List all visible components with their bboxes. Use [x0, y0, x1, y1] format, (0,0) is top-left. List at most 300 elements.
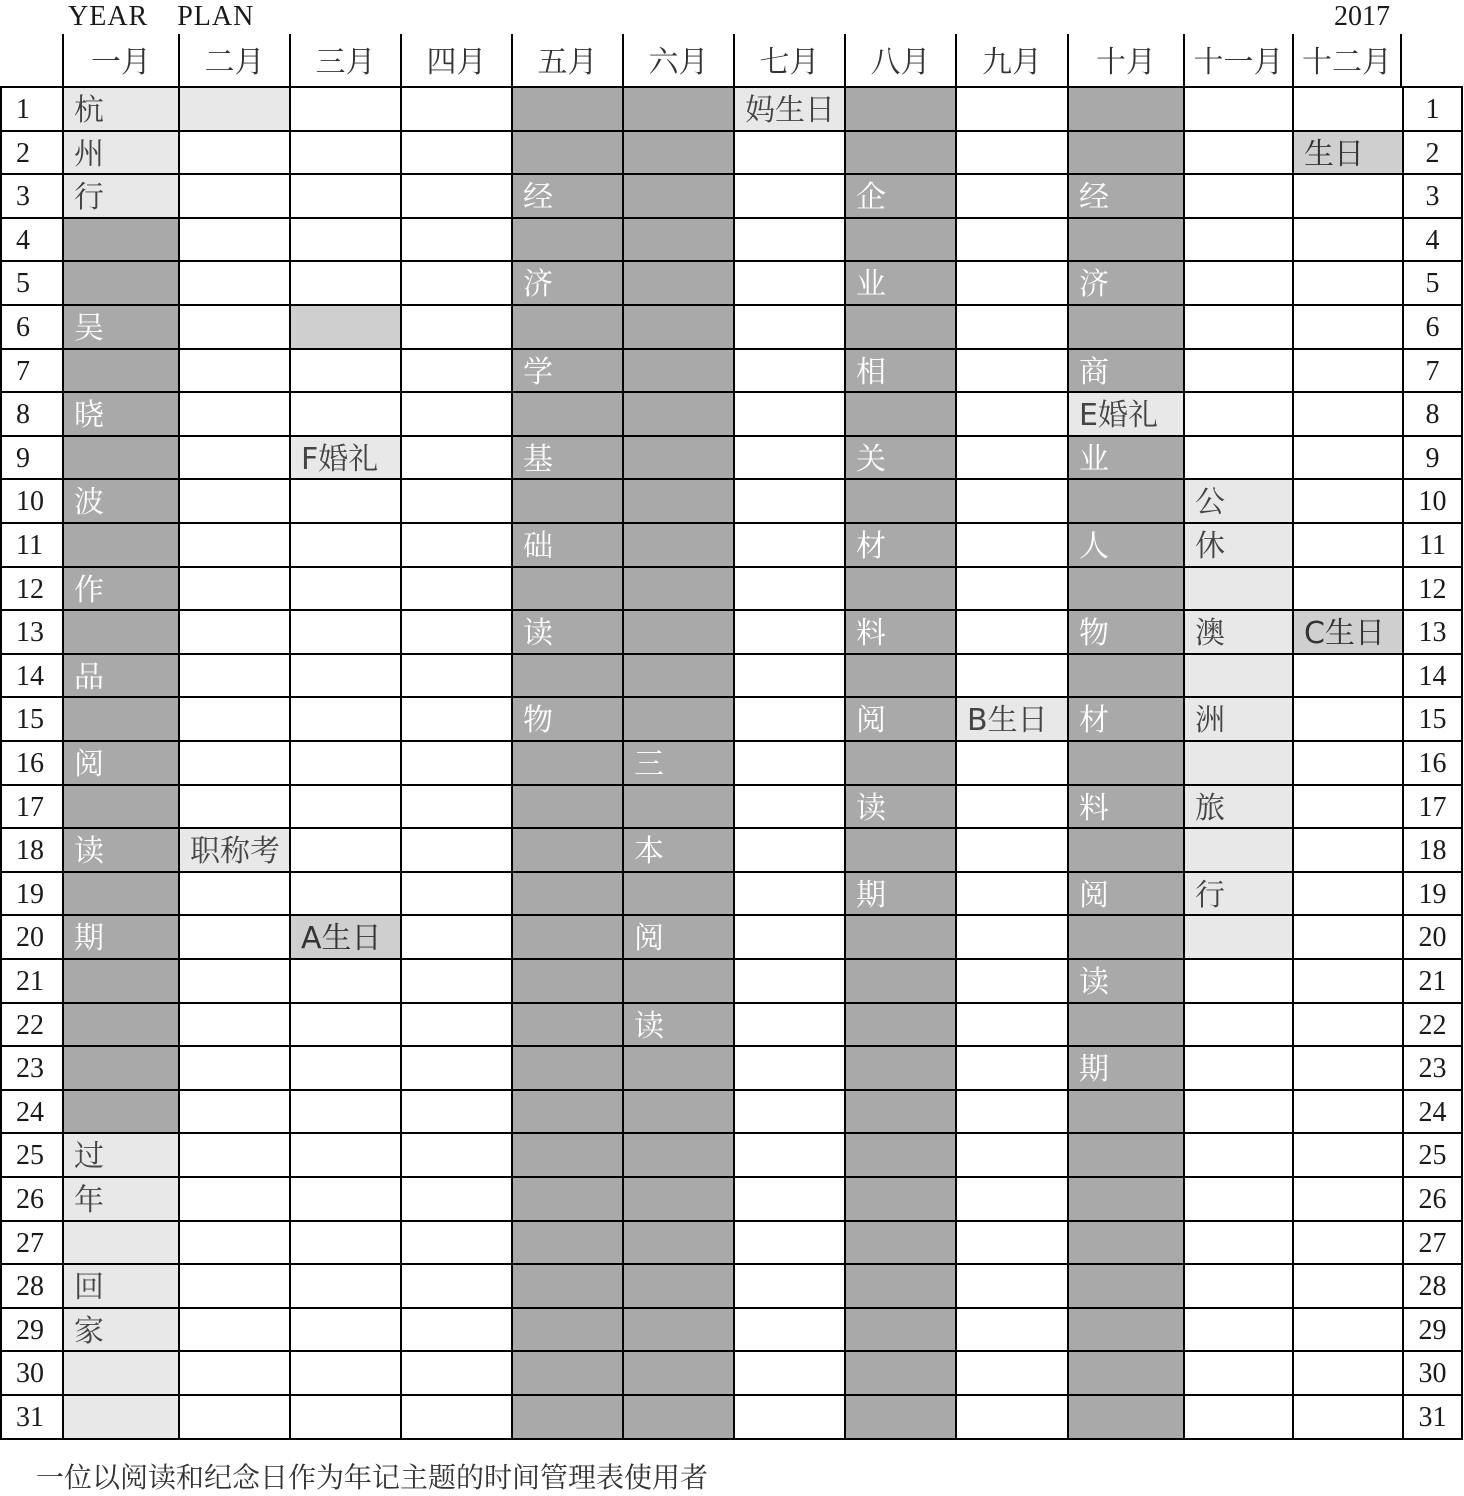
day-cell[interactable]	[955, 1002, 1067, 1045]
day-cell[interactable]	[622, 173, 733, 217]
day-cell[interactable]	[733, 173, 844, 217]
day-cell[interactable]	[955, 827, 1067, 871]
day-cell[interactable]	[511, 653, 622, 696]
day-cell[interactable]: 职称考	[178, 827, 289, 871]
day-cell[interactable]	[511, 391, 622, 435]
day-cell[interactable]	[1292, 827, 1402, 871]
day-cell[interactable]	[955, 260, 1067, 304]
day-cell[interactable]	[1292, 958, 1402, 1002]
day-cell[interactable]: 作	[62, 566, 178, 609]
day-cell[interactable]	[178, 86, 289, 130]
day-cell[interactable]	[844, 1132, 955, 1176]
day-cell[interactable]: 阅	[622, 914, 733, 958]
day-cell[interactable]	[289, 1394, 400, 1438]
day-cell[interactable]: 相	[844, 348, 955, 391]
day-cell[interactable]	[400, 260, 511, 304]
day-cell[interactable]	[1292, 1263, 1402, 1307]
day-cell[interactable]	[178, 260, 289, 304]
day-cell[interactable]	[289, 1263, 400, 1307]
day-cell[interactable]: 阅	[844, 696, 955, 740]
day-cell[interactable]	[400, 304, 511, 348]
day-cell[interactable]	[622, 1307, 733, 1350]
day-cell[interactable]: 杭	[62, 86, 178, 130]
day-cell[interactable]	[622, 86, 733, 130]
day-cell[interactable]	[622, 958, 733, 1002]
day-cell[interactable]: A生日	[289, 914, 400, 958]
day-cell[interactable]	[733, 260, 844, 304]
day-cell[interactable]	[622, 348, 733, 391]
day-cell[interactable]: 关	[844, 435, 955, 478]
day-cell[interactable]	[511, 1132, 622, 1176]
day-cell[interactable]	[178, 566, 289, 609]
day-cell[interactable]	[1292, 1220, 1402, 1263]
day-cell[interactable]: E婚礼	[1067, 391, 1183, 435]
day-cell[interactable]	[511, 1263, 622, 1307]
day-cell[interactable]	[622, 609, 733, 653]
day-cell[interactable]	[511, 217, 622, 260]
day-cell[interactable]: 期	[62, 914, 178, 958]
day-cell[interactable]	[844, 1263, 955, 1307]
day-cell[interactable]	[1183, 1002, 1292, 1045]
day-cell[interactable]	[955, 1394, 1067, 1438]
day-cell[interactable]: 商	[1067, 348, 1183, 391]
day-cell[interactable]	[622, 435, 733, 478]
day-cell[interactable]	[400, 522, 511, 566]
day-cell[interactable]	[62, 1089, 178, 1132]
day-cell[interactable]	[400, 1263, 511, 1307]
day-cell[interactable]	[955, 1263, 1067, 1307]
day-cell[interactable]	[733, 1002, 844, 1045]
day-cell[interactable]	[733, 1220, 844, 1263]
day-cell[interactable]	[844, 1220, 955, 1263]
day-cell[interactable]	[400, 740, 511, 784]
day-cell[interactable]	[289, 1089, 400, 1132]
day-cell[interactable]: 公	[1183, 478, 1292, 522]
day-cell[interactable]	[178, 958, 289, 1002]
day-cell[interactable]	[622, 522, 733, 566]
day-cell[interactable]	[844, 653, 955, 696]
day-cell[interactable]	[400, 1002, 511, 1045]
day-cell[interactable]	[1292, 1002, 1402, 1045]
day-cell[interactable]	[400, 653, 511, 696]
day-cell[interactable]	[955, 1132, 1067, 1176]
day-cell[interactable]	[622, 784, 733, 827]
day-cell[interactable]: 学	[511, 348, 622, 391]
day-cell[interactable]	[289, 958, 400, 1002]
day-cell[interactable]	[400, 871, 511, 914]
day-cell[interactable]	[289, 1350, 400, 1394]
day-cell[interactable]	[1292, 173, 1402, 217]
day-cell[interactable]	[1292, 566, 1402, 609]
day-cell[interactable]	[1067, 130, 1183, 173]
day-cell[interactable]	[1067, 1176, 1183, 1220]
day-cell[interactable]	[733, 522, 844, 566]
day-cell[interactable]	[62, 348, 178, 391]
day-cell[interactable]: 吴	[62, 304, 178, 348]
day-cell[interactable]	[1292, 1089, 1402, 1132]
day-cell[interactable]	[511, 130, 622, 173]
day-cell[interactable]	[400, 173, 511, 217]
day-cell[interactable]: 晓	[62, 391, 178, 435]
day-cell[interactable]: 行	[62, 173, 178, 217]
day-cell[interactable]	[844, 130, 955, 173]
day-cell[interactable]	[955, 566, 1067, 609]
day-cell[interactable]	[289, 217, 400, 260]
day-cell[interactable]	[178, 478, 289, 522]
day-cell[interactable]	[178, 1045, 289, 1089]
day-cell[interactable]	[955, 1220, 1067, 1263]
day-cell[interactable]	[955, 435, 1067, 478]
day-cell[interactable]	[289, 1002, 400, 1045]
day-cell[interactable]	[178, 391, 289, 435]
day-cell[interactable]	[955, 653, 1067, 696]
day-cell[interactable]: 旅	[1183, 784, 1292, 827]
day-cell[interactable]	[289, 566, 400, 609]
day-cell[interactable]	[400, 566, 511, 609]
day-cell[interactable]	[1183, 1307, 1292, 1350]
day-cell[interactable]	[400, 827, 511, 871]
day-cell[interactable]	[1067, 1350, 1183, 1394]
day-cell[interactable]	[955, 86, 1067, 130]
day-cell[interactable]	[733, 871, 844, 914]
day-cell[interactable]	[1292, 1132, 1402, 1176]
day-cell[interactable]	[1183, 1045, 1292, 1089]
day-cell[interactable]	[1183, 1220, 1292, 1263]
day-cell[interactable]	[844, 1307, 955, 1350]
day-cell[interactable]: 澳	[1183, 609, 1292, 653]
day-cell[interactable]	[511, 827, 622, 871]
day-cell[interactable]	[400, 435, 511, 478]
day-cell[interactable]	[622, 1176, 733, 1220]
day-cell[interactable]: 行	[1183, 871, 1292, 914]
day-cell[interactable]	[511, 1089, 622, 1132]
day-cell[interactable]	[622, 696, 733, 740]
day-cell[interactable]	[733, 566, 844, 609]
day-cell[interactable]	[1183, 86, 1292, 130]
day-cell[interactable]	[289, 173, 400, 217]
day-cell[interactable]	[1292, 1394, 1402, 1438]
day-cell[interactable]	[400, 86, 511, 130]
day-cell[interactable]: 材	[1067, 696, 1183, 740]
day-cell[interactable]	[733, 1132, 844, 1176]
day-cell[interactable]	[511, 958, 622, 1002]
day-cell[interactable]: C生日	[1292, 609, 1402, 653]
day-cell[interactable]	[733, 478, 844, 522]
day-cell[interactable]	[733, 827, 844, 871]
day-cell[interactable]	[733, 784, 844, 827]
day-cell[interactable]	[511, 871, 622, 914]
day-cell[interactable]	[289, 740, 400, 784]
day-cell[interactable]: 州	[62, 130, 178, 173]
day-cell[interactable]	[1067, 1263, 1183, 1307]
day-cell[interactable]	[400, 609, 511, 653]
day-cell[interactable]	[1067, 566, 1183, 609]
day-cell[interactable]	[400, 217, 511, 260]
day-cell[interactable]	[289, 130, 400, 173]
day-cell[interactable]	[1067, 1002, 1183, 1045]
day-cell[interactable]	[622, 1350, 733, 1394]
day-cell[interactable]	[1292, 1045, 1402, 1089]
day-cell[interactable]	[622, 130, 733, 173]
day-cell[interactable]: 妈生日	[733, 86, 844, 130]
day-cell[interactable]	[62, 1002, 178, 1045]
day-cell[interactable]	[844, 914, 955, 958]
day-cell[interactable]	[400, 1045, 511, 1089]
day-cell[interactable]	[511, 1176, 622, 1220]
day-cell[interactable]	[955, 217, 1067, 260]
day-cell[interactable]	[178, 740, 289, 784]
day-cell[interactable]	[733, 958, 844, 1002]
day-cell[interactable]	[62, 609, 178, 653]
day-cell[interactable]	[1183, 348, 1292, 391]
day-cell[interactable]	[178, 784, 289, 827]
day-cell[interactable]	[733, 1176, 844, 1220]
day-cell[interactable]	[1183, 435, 1292, 478]
day-cell[interactable]	[1067, 914, 1183, 958]
day-cell[interactable]	[62, 1045, 178, 1089]
day-cell[interactable]	[1067, 478, 1183, 522]
day-cell[interactable]	[1292, 260, 1402, 304]
day-cell[interactable]	[622, 260, 733, 304]
day-cell[interactable]	[1067, 827, 1183, 871]
day-cell[interactable]: 人	[1067, 522, 1183, 566]
day-cell[interactable]	[1183, 914, 1292, 958]
day-cell[interactable]	[289, 1132, 400, 1176]
day-cell[interactable]	[733, 1394, 844, 1438]
day-cell[interactable]	[400, 958, 511, 1002]
day-cell[interactable]	[178, 522, 289, 566]
day-cell[interactable]: 经	[1067, 173, 1183, 217]
day-cell[interactable]	[622, 1045, 733, 1089]
day-cell[interactable]: 过	[62, 1132, 178, 1176]
day-cell[interactable]	[733, 914, 844, 958]
day-cell[interactable]	[511, 1002, 622, 1045]
day-cell[interactable]: 回	[62, 1263, 178, 1307]
day-cell[interactable]	[400, 1220, 511, 1263]
day-cell[interactable]	[1183, 1176, 1292, 1220]
day-cell[interactable]	[955, 914, 1067, 958]
day-cell[interactable]	[289, 1176, 400, 1220]
day-cell[interactable]	[178, 348, 289, 391]
day-cell[interactable]	[178, 1307, 289, 1350]
day-cell[interactable]	[733, 1307, 844, 1350]
day-cell[interactable]	[400, 391, 511, 435]
day-cell[interactable]	[511, 784, 622, 827]
day-cell[interactable]	[955, 784, 1067, 827]
day-cell[interactable]	[1183, 653, 1292, 696]
day-cell[interactable]	[733, 1350, 844, 1394]
day-cell[interactable]	[178, 304, 289, 348]
day-cell[interactable]	[511, 1220, 622, 1263]
day-cell[interactable]	[955, 1089, 1067, 1132]
day-cell[interactable]	[955, 478, 1067, 522]
day-cell[interactable]	[178, 1132, 289, 1176]
day-cell[interactable]	[733, 1263, 844, 1307]
day-cell[interactable]	[178, 1089, 289, 1132]
day-cell[interactable]	[289, 1045, 400, 1089]
day-cell[interactable]	[955, 391, 1067, 435]
day-cell[interactable]	[1183, 740, 1292, 784]
day-cell[interactable]	[400, 1176, 511, 1220]
day-cell[interactable]	[1183, 304, 1292, 348]
day-cell[interactable]	[733, 217, 844, 260]
day-cell[interactable]	[289, 871, 400, 914]
day-cell[interactable]	[511, 478, 622, 522]
day-cell[interactable]	[1067, 1307, 1183, 1350]
day-cell[interactable]	[844, 86, 955, 130]
day-cell[interactable]	[1292, 914, 1402, 958]
day-cell[interactable]	[289, 653, 400, 696]
day-cell[interactable]	[622, 1220, 733, 1263]
day-cell[interactable]	[844, 1045, 955, 1089]
day-cell[interactable]	[1067, 740, 1183, 784]
day-cell[interactable]	[955, 173, 1067, 217]
day-cell[interactable]	[178, 130, 289, 173]
day-cell[interactable]: 三	[622, 740, 733, 784]
day-cell[interactable]	[955, 958, 1067, 1002]
day-cell[interactable]	[1067, 1089, 1183, 1132]
day-cell[interactable]	[1183, 391, 1292, 435]
day-cell[interactable]	[62, 260, 178, 304]
day-cell[interactable]	[62, 522, 178, 566]
day-cell[interactable]	[178, 696, 289, 740]
day-cell[interactable]	[511, 1045, 622, 1089]
day-cell[interactable]	[844, 958, 955, 1002]
day-cell[interactable]	[1292, 391, 1402, 435]
day-cell[interactable]	[955, 522, 1067, 566]
day-cell[interactable]	[289, 784, 400, 827]
day-cell[interactable]	[289, 522, 400, 566]
day-cell[interactable]	[955, 348, 1067, 391]
day-cell[interactable]	[62, 784, 178, 827]
day-cell[interactable]: 读	[844, 784, 955, 827]
day-cell[interactable]	[1067, 653, 1183, 696]
day-cell[interactable]	[622, 478, 733, 522]
day-cell[interactable]	[733, 653, 844, 696]
day-cell[interactable]	[1292, 696, 1402, 740]
day-cell[interactable]	[1067, 304, 1183, 348]
day-cell[interactable]	[844, 740, 955, 784]
day-cell[interactable]: F婚礼	[289, 435, 400, 478]
day-cell[interactable]	[400, 1394, 511, 1438]
day-cell[interactable]: 材	[844, 522, 955, 566]
day-cell[interactable]	[733, 391, 844, 435]
day-cell[interactable]	[733, 696, 844, 740]
day-cell[interactable]	[844, 1176, 955, 1220]
day-cell[interactable]	[622, 1089, 733, 1132]
day-cell[interactable]: 济	[511, 260, 622, 304]
day-cell[interactable]	[844, 1350, 955, 1394]
day-cell[interactable]	[622, 1263, 733, 1307]
day-cell[interactable]	[622, 1394, 733, 1438]
day-cell[interactable]	[1183, 1132, 1292, 1176]
day-cell[interactable]	[1067, 1132, 1183, 1176]
day-cell[interactable]	[178, 609, 289, 653]
day-cell[interactable]	[955, 1350, 1067, 1394]
day-cell[interactable]	[511, 566, 622, 609]
day-cell[interactable]	[1292, 478, 1402, 522]
day-cell[interactable]	[62, 871, 178, 914]
day-cell[interactable]	[400, 1089, 511, 1132]
day-cell[interactable]	[511, 1350, 622, 1394]
day-cell[interactable]: 阅	[1067, 871, 1183, 914]
day-cell[interactable]	[178, 1002, 289, 1045]
day-cell[interactable]	[1183, 1350, 1292, 1394]
day-cell[interactable]	[844, 827, 955, 871]
day-cell[interactable]	[400, 130, 511, 173]
day-cell[interactable]	[1183, 130, 1292, 173]
day-cell[interactable]: 生日	[1292, 130, 1402, 173]
day-cell[interactable]	[844, 1089, 955, 1132]
day-cell[interactable]	[1292, 1176, 1402, 1220]
day-cell[interactable]	[1183, 1089, 1292, 1132]
day-cell[interactable]	[733, 609, 844, 653]
day-cell[interactable]: 本	[622, 827, 733, 871]
day-cell[interactable]	[955, 1176, 1067, 1220]
day-cell[interactable]: 读	[511, 609, 622, 653]
day-cell[interactable]	[178, 1350, 289, 1394]
day-cell[interactable]	[733, 304, 844, 348]
day-cell[interactable]	[1067, 1220, 1183, 1263]
day-cell[interactable]	[289, 391, 400, 435]
day-cell[interactable]	[400, 696, 511, 740]
day-cell[interactable]	[622, 391, 733, 435]
day-cell[interactable]	[178, 871, 289, 914]
day-cell[interactable]	[400, 1132, 511, 1176]
day-cell[interactable]: 物	[511, 696, 622, 740]
day-cell[interactable]	[955, 130, 1067, 173]
day-cell[interactable]	[289, 86, 400, 130]
day-cell[interactable]	[289, 1220, 400, 1263]
day-cell[interactable]: 品	[62, 653, 178, 696]
day-cell[interactable]	[1292, 653, 1402, 696]
day-cell[interactable]: 础	[511, 522, 622, 566]
day-cell[interactable]	[622, 217, 733, 260]
day-cell[interactable]: B生日	[955, 696, 1067, 740]
day-cell[interactable]	[289, 609, 400, 653]
day-cell[interactable]	[955, 1045, 1067, 1089]
day-cell[interactable]	[511, 86, 622, 130]
day-cell[interactable]	[844, 478, 955, 522]
day-cell[interactable]	[400, 1307, 511, 1350]
day-cell[interactable]	[511, 740, 622, 784]
day-cell[interactable]	[62, 696, 178, 740]
day-cell[interactable]	[622, 653, 733, 696]
day-cell[interactable]	[511, 914, 622, 958]
day-cell[interactable]	[178, 1176, 289, 1220]
day-cell[interactable]	[1292, 435, 1402, 478]
day-cell[interactable]: 家	[62, 1307, 178, 1350]
day-cell[interactable]	[178, 217, 289, 260]
day-cell[interactable]	[1292, 86, 1402, 130]
day-cell[interactable]	[622, 566, 733, 609]
day-cell[interactable]	[289, 304, 400, 348]
day-cell[interactable]	[622, 304, 733, 348]
day-cell[interactable]	[400, 914, 511, 958]
day-cell[interactable]	[955, 609, 1067, 653]
day-cell[interactable]	[400, 1350, 511, 1394]
day-cell[interactable]	[733, 435, 844, 478]
day-cell[interactable]: 基	[511, 435, 622, 478]
day-cell[interactable]	[844, 1394, 955, 1438]
day-cell[interactable]	[733, 130, 844, 173]
day-cell[interactable]	[1292, 1350, 1402, 1394]
day-cell[interactable]	[178, 653, 289, 696]
day-cell[interactable]	[955, 871, 1067, 914]
day-cell[interactable]: 物	[1067, 609, 1183, 653]
day-cell[interactable]	[289, 348, 400, 391]
day-cell[interactable]	[844, 304, 955, 348]
